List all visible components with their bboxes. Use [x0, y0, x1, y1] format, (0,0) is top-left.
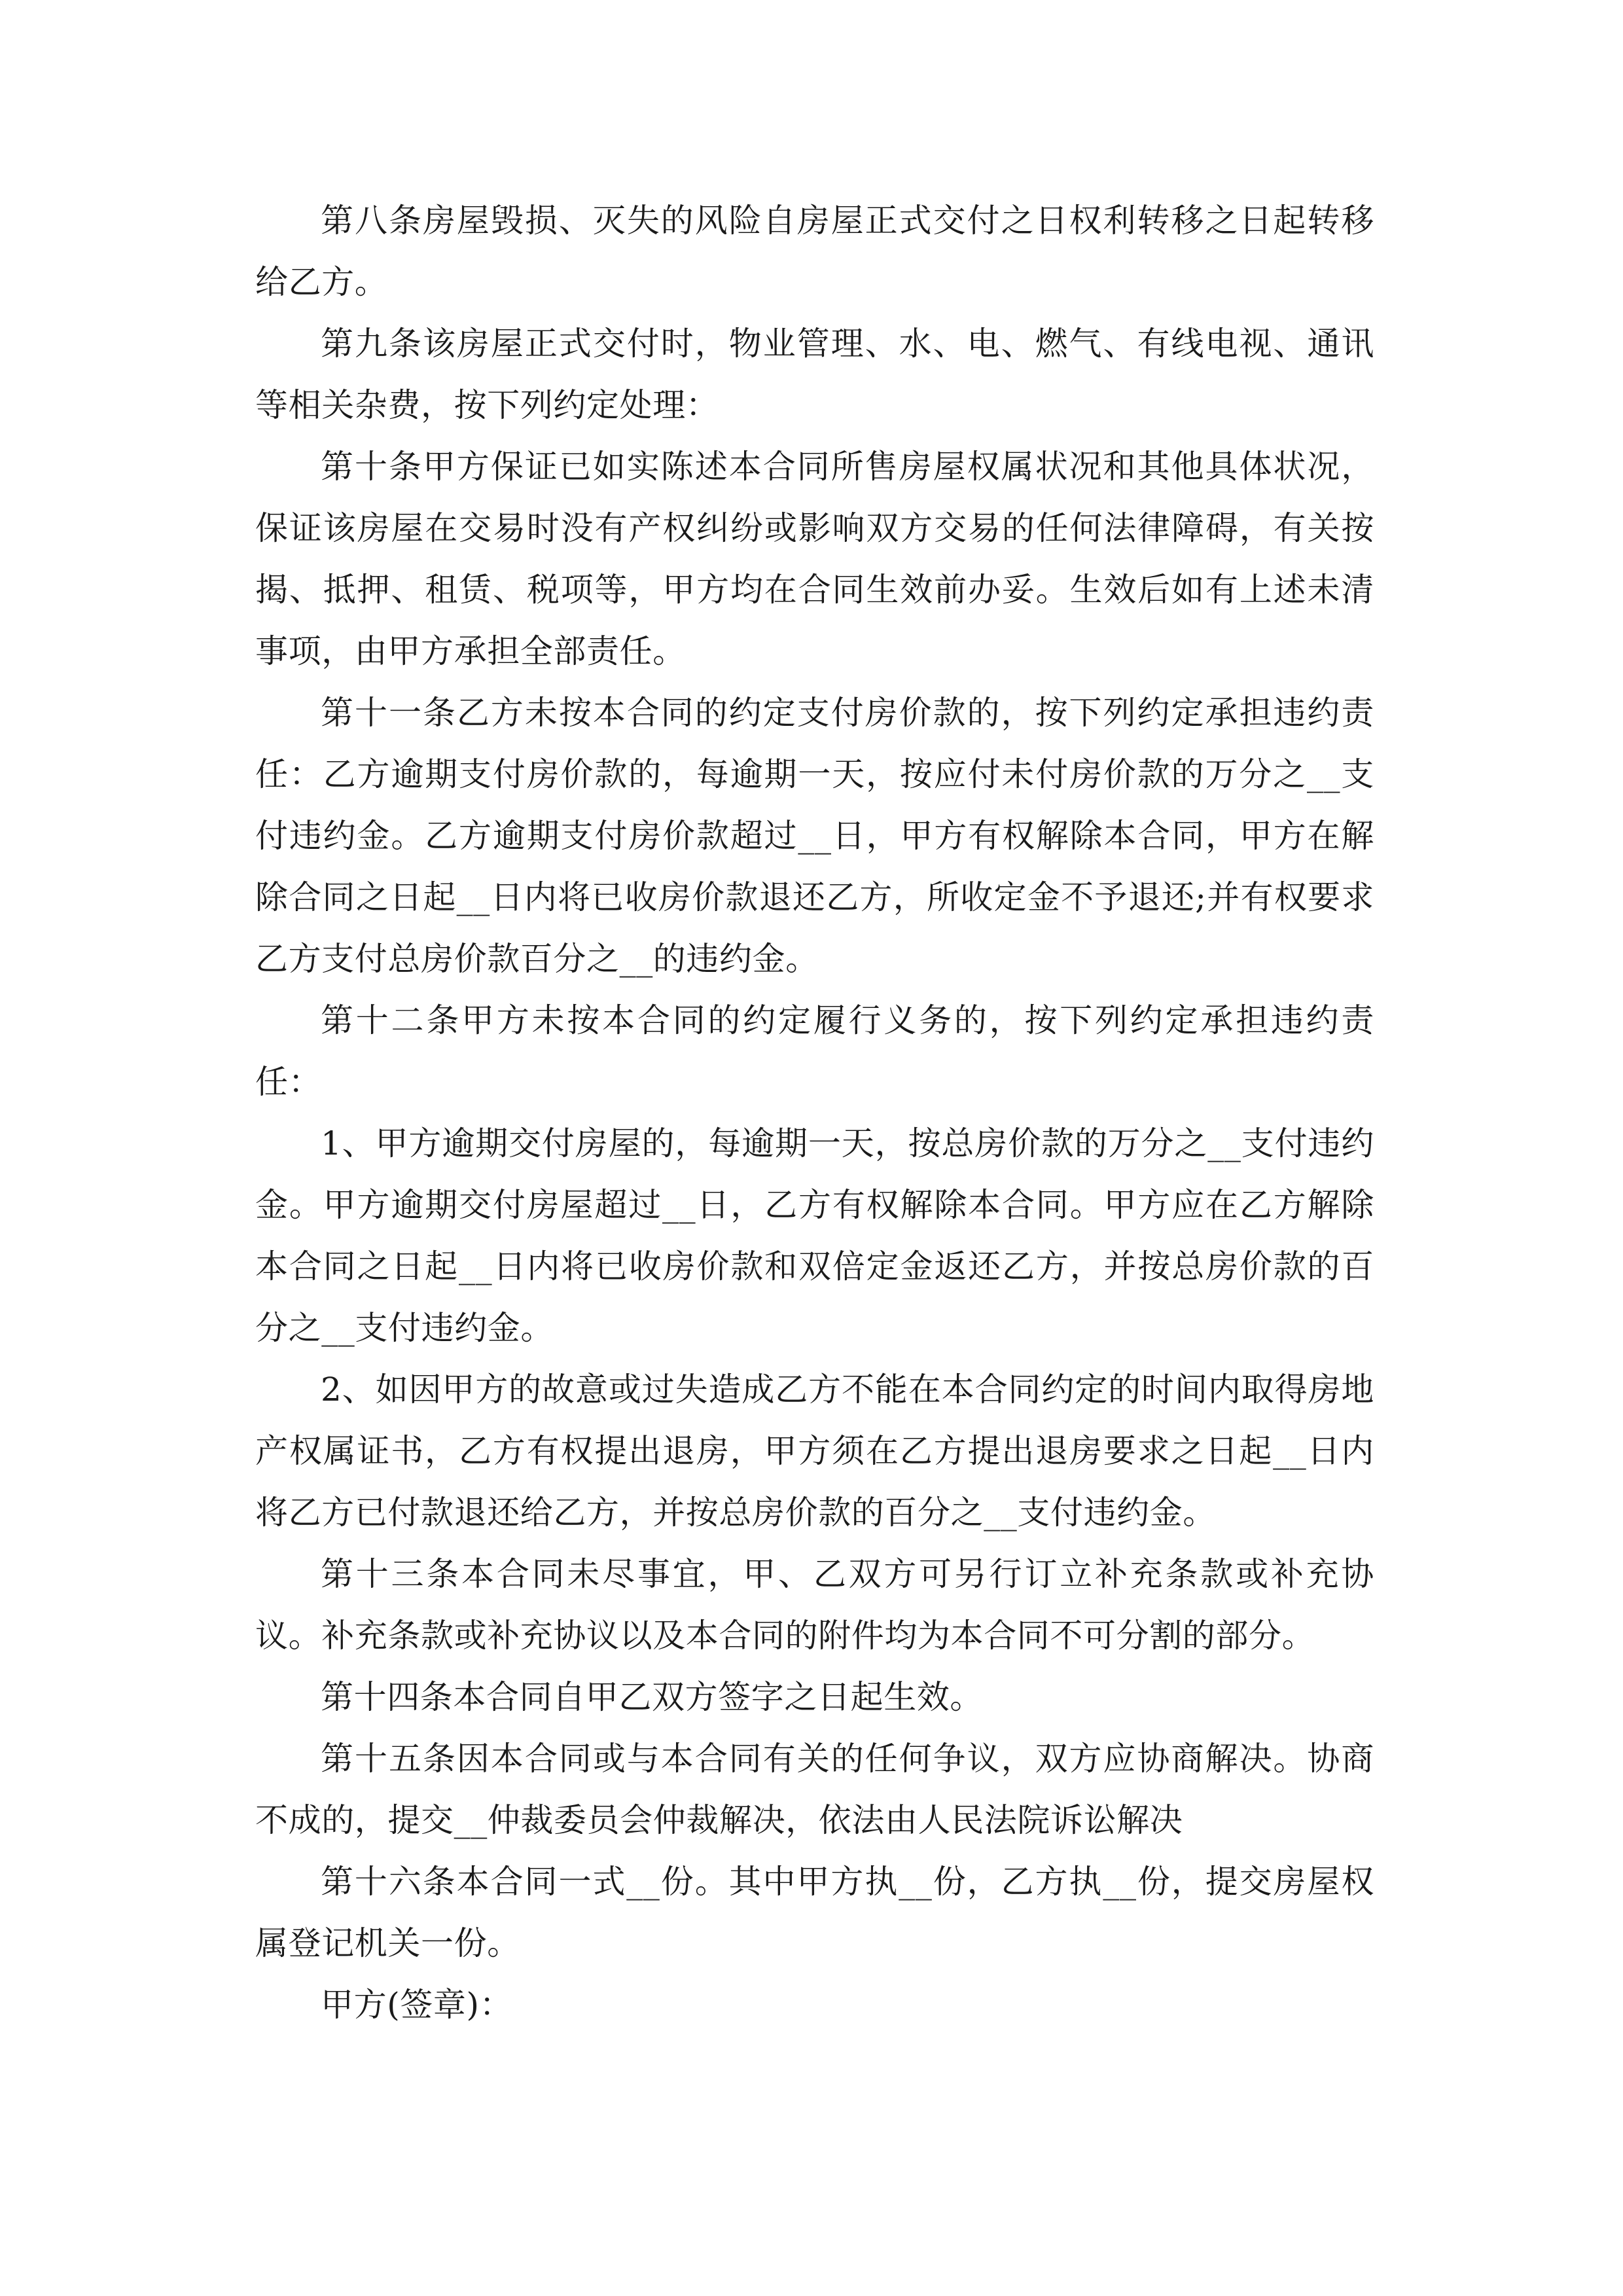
document-body: [255, 190, 1374, 2036]
clause-10-paragraph: 第十条甲方保证已如实陈述本合同所售房屋权属状况和其他具体状况，保证该房屋在交易时没有产权纠纷或影响双方交易的任何法律障碍，有关按揭、抵押、租赁、税项等，甲方均在合同生效前办妥。生效后如有上述未清事项，由甲方承担全部责任。: [255, 448, 1374, 670]
clause-11-paragraph: 第十一条乙方未按本合同的约定支付房价款的，按下列约定承担违约责任：乙方逾期支付房价款的，每逾期一天，按应付未付房价款的万分之__支付违约金。乙方逾期支付房价款超过__日，甲方有权解除本合同，甲方在解除合同之日起__日内将已收房价款退还乙方，所收定金不予退还;并有权要求乙方支付总房价款百分之__的违约金。: [255, 694, 1374, 978]
clause-14-paragraph: 第十四条本合同自甲乙双方签字之日起生效。: [321, 1678, 983, 1716]
clause-13-paragraph: 第十三条本合同未尽事宜，甲、乙双方可另行订立补充条款或补充协议。补充条款或补充协议以及本合同的附件均为本合同不可分割的部分。: [255, 1555, 1374, 1655]
party-a-signature-line: 甲方(签章)：: [321, 1986, 513, 2024]
clause-12-paragraph: 第十二条甲方未按本合同的约定履行义务的，按下列约定承担违约责任：: [255, 1001, 1374, 1101]
clause-12-item-2-paragraph: 2、如因甲方的故意或过失造成乙方不能在本合同约定的时间内取得房地产权属证书，乙方有权提出退房，甲方须在乙方提出退房要求之日起__日内将乙方已付款退还给乙方，并按总房价款的百分之__支付违约金。: [255, 1371, 1374, 1532]
clause-15-paragraph: 第十五条因本合同或与本合同有关的任何争议，双方应协商解决。协商不成的，提交__仲裁委员会仲裁解决，依法由人民法院诉讼解决: [255, 1740, 1374, 1839]
clause-12-item-1-paragraph: 1、甲方逾期交付房屋的，每逾期一天，按总房价款的万分之__支付违约金。甲方逾期交付房屋超过__日，乙方有权解除本合同。甲方应在乙方解除本合同之日起__日内将已收房价款和双倍定金返还乙方，并按总房价款的百分之__支付违约金。: [255, 1124, 1374, 1347]
clause-9-paragraph: 第九条该房屋正式交付时，物业管理、水、电、燃气、有线电视、通讯等相关杂费，按下列约定处理：: [255, 325, 1374, 424]
clause-8-paragraph: 第八条房屋毁损、灭失的风险自房屋正式交付之日权利转移之日起转移给乙方。: [255, 202, 1374, 301]
clause-16-paragraph: 第十六条本合同一式__份。其中甲方执__份，乙方执__份，提交房屋权属登记机关一份。: [255, 1863, 1374, 1962]
